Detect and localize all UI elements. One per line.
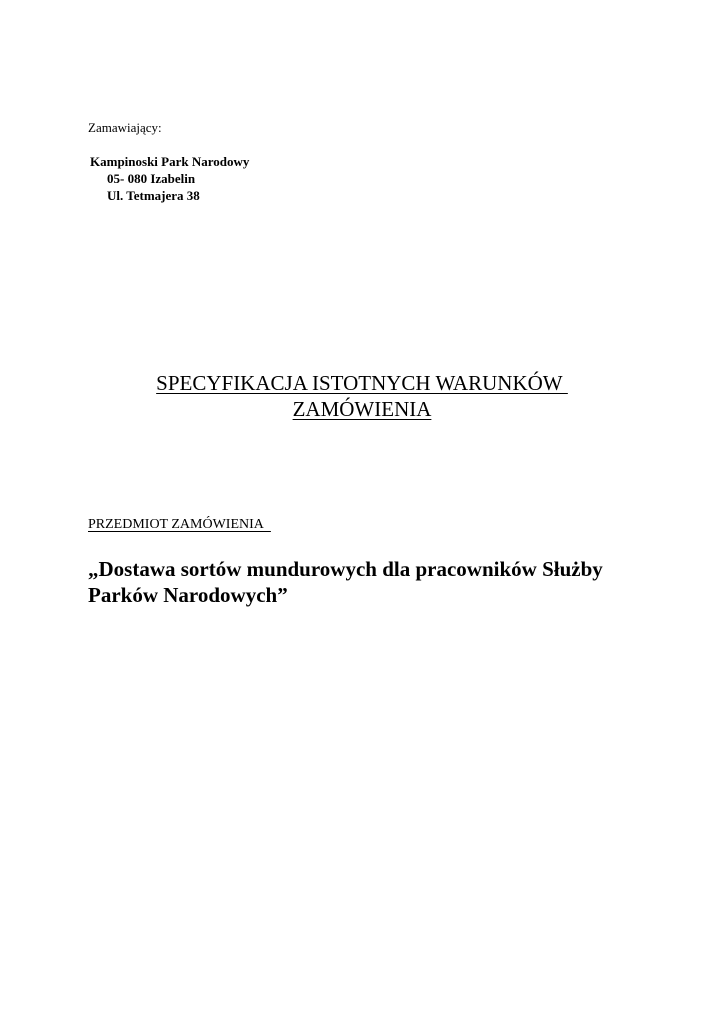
- document-title-line-1: SPECYFIKACJA ISTOTNYCH WARUNKÓW: [156, 371, 568, 395]
- subject-text: „Dostawa sortów mundurowych dla pracowników Służby Parków Narodowych”: [88, 557, 603, 607]
- document-title-line-2: ZAMÓWIENIA: [292, 397, 432, 421]
- subject-heading: PRZEDMIOT ZAMÓWIENIA: [88, 517, 271, 532]
- orderer-name: Kampinoski Park Narodowy: [90, 154, 250, 169]
- orderer-address: [90, 153, 249, 204]
- orderer-street: Ul. Tetmajera 38: [107, 188, 200, 203]
- document-title: [60, 370, 664, 422]
- orderer-postal-code: 05- 080 Izabelin: [107, 171, 196, 186]
- orderer-label: Zamawiający:: [88, 120, 162, 135]
